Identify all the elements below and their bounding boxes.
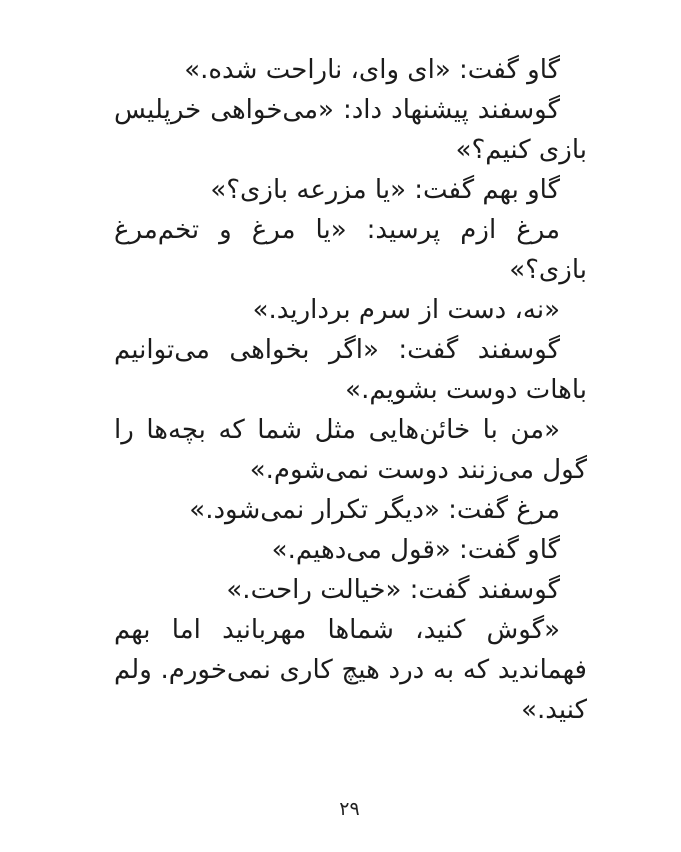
paragraph: «گوش کنید، شماها مهربانید اما بهم فهماندید که به درد هیچ کاری نمی‌خورم. ولم کنید.» <box>114 615 587 725</box>
paragraph: «من با خائن‌هایی مثل شما که بچه‌ها را گول می‌زنند دوست نمی‌شوم.» <box>114 415 587 485</box>
page-number: ۲۹ <box>339 798 360 820</box>
paragraph: گاو گفت: «قول می‌دهیم.» <box>271 535 560 565</box>
paragraph: «نه، دست از سرم بردارید.» <box>252 295 560 325</box>
paragraph: گوسفند گفت: «خیالت راحت.» <box>226 575 560 605</box>
paragraph: مرغ ازم پرسید: «یا مرغ و تخم‌مرغ بازی؟» <box>114 215 587 285</box>
paragraph: گاو گفت: «ای وای، ناراحت شده.» <box>184 55 560 85</box>
paragraph: مرغ گفت: «دیگر تکرار نمی‌شود.» <box>189 495 560 525</box>
paragraph: گوسفند گفت: «اگر بخواهی می‌توانیم باهات دوست بشویم.» <box>114 335 587 405</box>
paragraph: گوسفند پیشنهاد داد: «می‌خواهی خرپلیس بازی کنیم؟» <box>114 95 587 165</box>
story-text-block <box>114 50 587 730</box>
paragraph: گاو بهم گفت: «یا مزرعه بازی؟» <box>210 175 560 205</box>
